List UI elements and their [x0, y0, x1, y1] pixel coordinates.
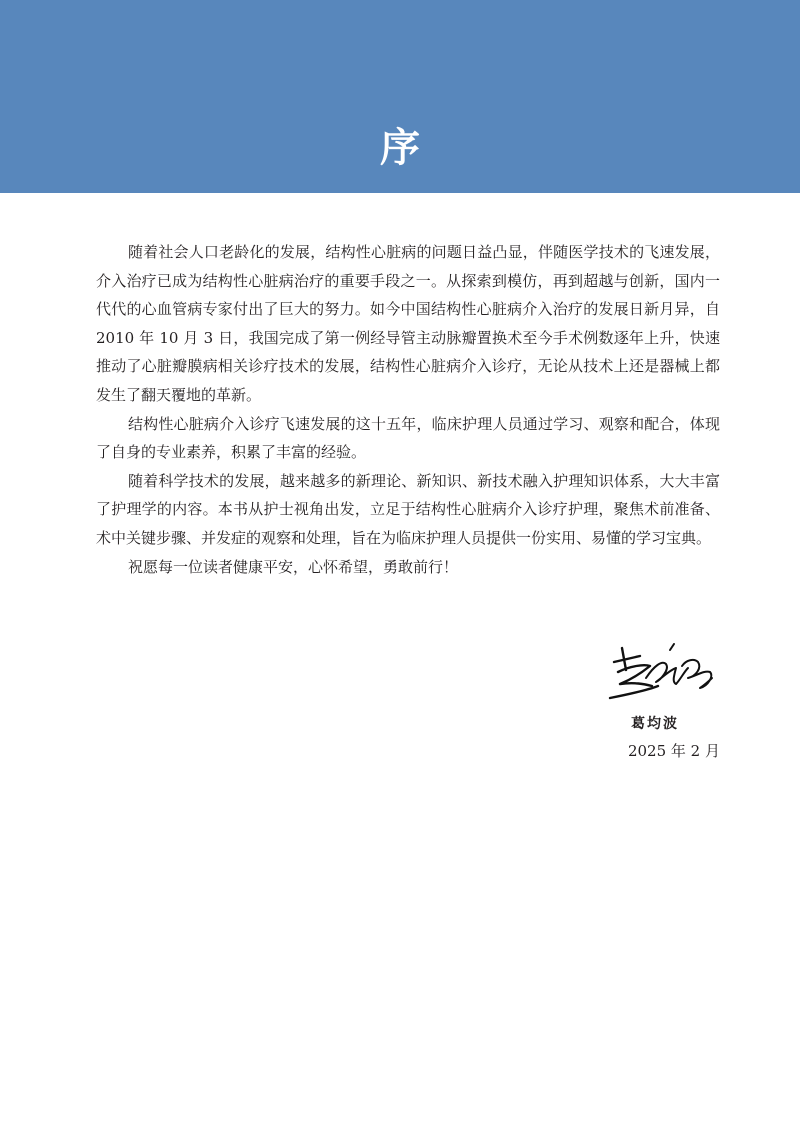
preface-body	[96, 238, 720, 581]
sign-date: 2025 年 2 月	[627, 742, 720, 760]
page-title: 序	[380, 125, 420, 171]
handwritten-signature	[600, 640, 720, 710]
signer-name: 葛均波	[631, 716, 679, 732]
paragraph: 随着科学技术的发展，越来越多的新理论、新知识、新技术融入护理知识体系，大大丰富了护理学的内容。本书从护士视角出发，立足于结构性心脏病介入诊疗护理，聚焦术前准备、术中关键步骤、并发症的观察和处理，旨在为临床护理人员提供一份实用、易懂的学习宝典。	[96, 471, 720, 547]
paragraph: 随着社会人口老龄化的发展，结构性心脏病的问题日益凸显，伴随医学技术的飞速发展，介入治疗已成为结构性心脏病治疗的重要手段之一。从探索到模仿，再到超越与创新，国内一代代的心血管病专家付出了巨大的努力。如今中国结构性心脏病介入治疗的发展日新月异，自 2010 年 10 月 3 日，我国完成了第一例经导管主动脉瓣置换术至今手术例数逐年上升，快速推动了心脏瓣膜病相关诊疗技术的发展，结构性心脏病介入诊疗，无论从技术上还是器械上都发生了翻天覆地的革新。	[96, 243, 720, 404]
signature-stroke	[670, 644, 712, 688]
paragraph: 结构性心脏病介入诊疗飞速发展的这十五年，临床护理人员通过学习、观察和配合，体现了自身的专业素养，积累了丰富的经验。	[96, 414, 720, 462]
paragraph: 祝愿每一位读者健康平安，心怀希望，勇敢前行！	[128, 557, 459, 576]
